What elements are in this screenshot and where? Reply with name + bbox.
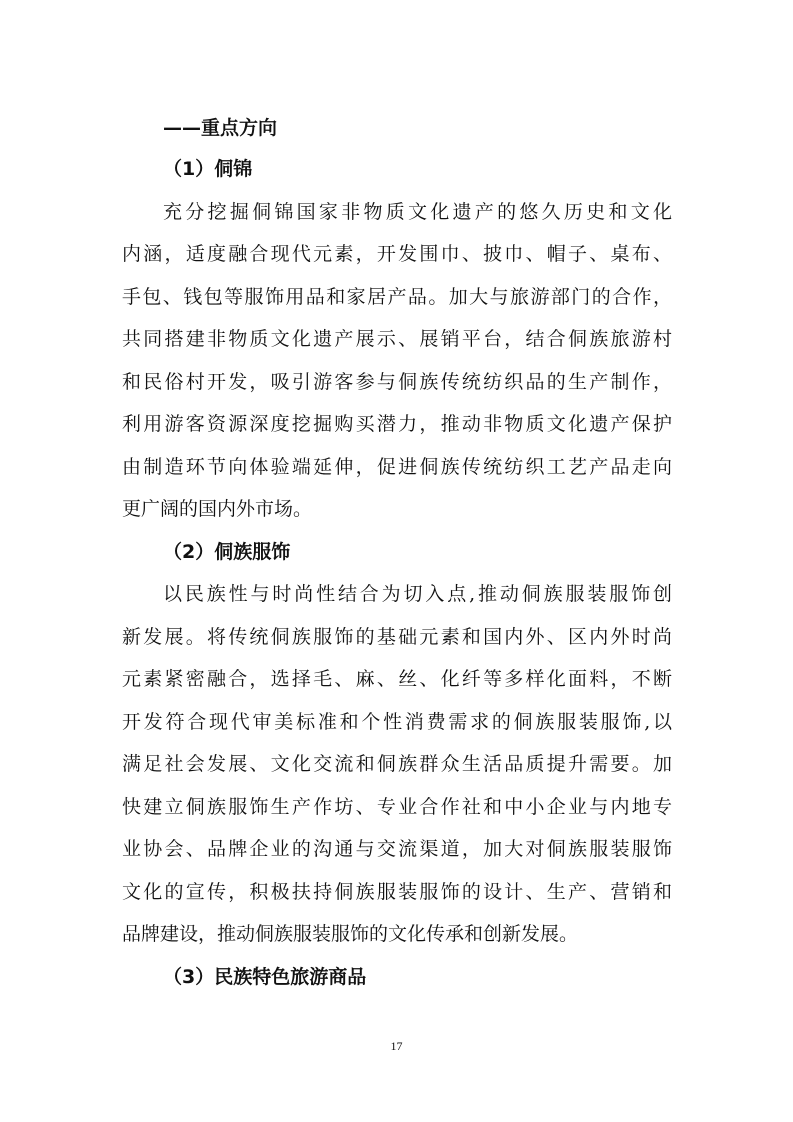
paragraph-line: 内涵，适度融合现代元素，开发围巾、披巾、帽子、桌布、: [122, 243, 672, 265]
page-number: 17: [390, 1039, 403, 1053]
section-title: ——重点方向: [163, 117, 278, 139]
subsection-heading-3: （3）民族特色旅游商品: [163, 966, 367, 988]
subsection-heading-2: （2）侗族服饰: [163, 541, 291, 563]
paragraph-line: 元素紧密融合，选择毛、麻、丝、化纤等多样化面料，不断: [122, 668, 672, 690]
paragraph-line: 更广阔的国内外市场。: [122, 498, 313, 520]
paragraph-line: 开发符合现代审美标准和个性消费需求的侗族服装服饰,以: [122, 711, 672, 733]
paragraph-line: 新发展。将传统侗族服饰的基础元素和国内外、区内外时尚: [122, 626, 672, 648]
paragraph-line: 利用游客资源深度挖掘购买潜力，推动非物质文化遗产保护: [122, 413, 672, 435]
paragraph-line: 品牌建设，推动侗族服装服饰的文化传承和创新发展。: [122, 923, 579, 945]
subsection-heading-1: （1）侗锦: [163, 158, 253, 180]
paragraph-line: 和民俗村开发，吸引游客参与侗族传统纺织品的生产制作，: [122, 371, 672, 393]
paragraph-line: 手包、钱包等服饰用品和家居产品。加大与旅游部门的合作，: [122, 286, 672, 308]
paragraph-line: 共同搭建非物质文化遗产展示、展销平台，结合侗族旅游村: [122, 328, 672, 350]
paragraph-line: 文化的宣传，积极扶持侗族服装服饰的设计、生产、营销和: [122, 881, 672, 903]
paragraph-line: 快建立侗族服饰生产作坊、专业合作社和中小企业与内地专: [122, 796, 672, 818]
paragraph-line: 以民族性与时尚性结合为切入点,推动侗族服装服饰创: [163, 583, 672, 605]
paragraph-line: 充分挖掘侗锦国家非物质文化遗产的悠久历史和文化: [163, 201, 672, 223]
paragraph-line: 由制造环节向体验端延伸，促进侗族传统纺织工艺产品走向: [122, 456, 672, 478]
paragraph-line: 业协会、品牌企业的沟通与交流渠道，加大对侗族服装服饰: [122, 838, 672, 860]
paragraph-line: 满足社会发展、文化交流和侗族群众生活品质提升需要。加: [122, 753, 672, 775]
